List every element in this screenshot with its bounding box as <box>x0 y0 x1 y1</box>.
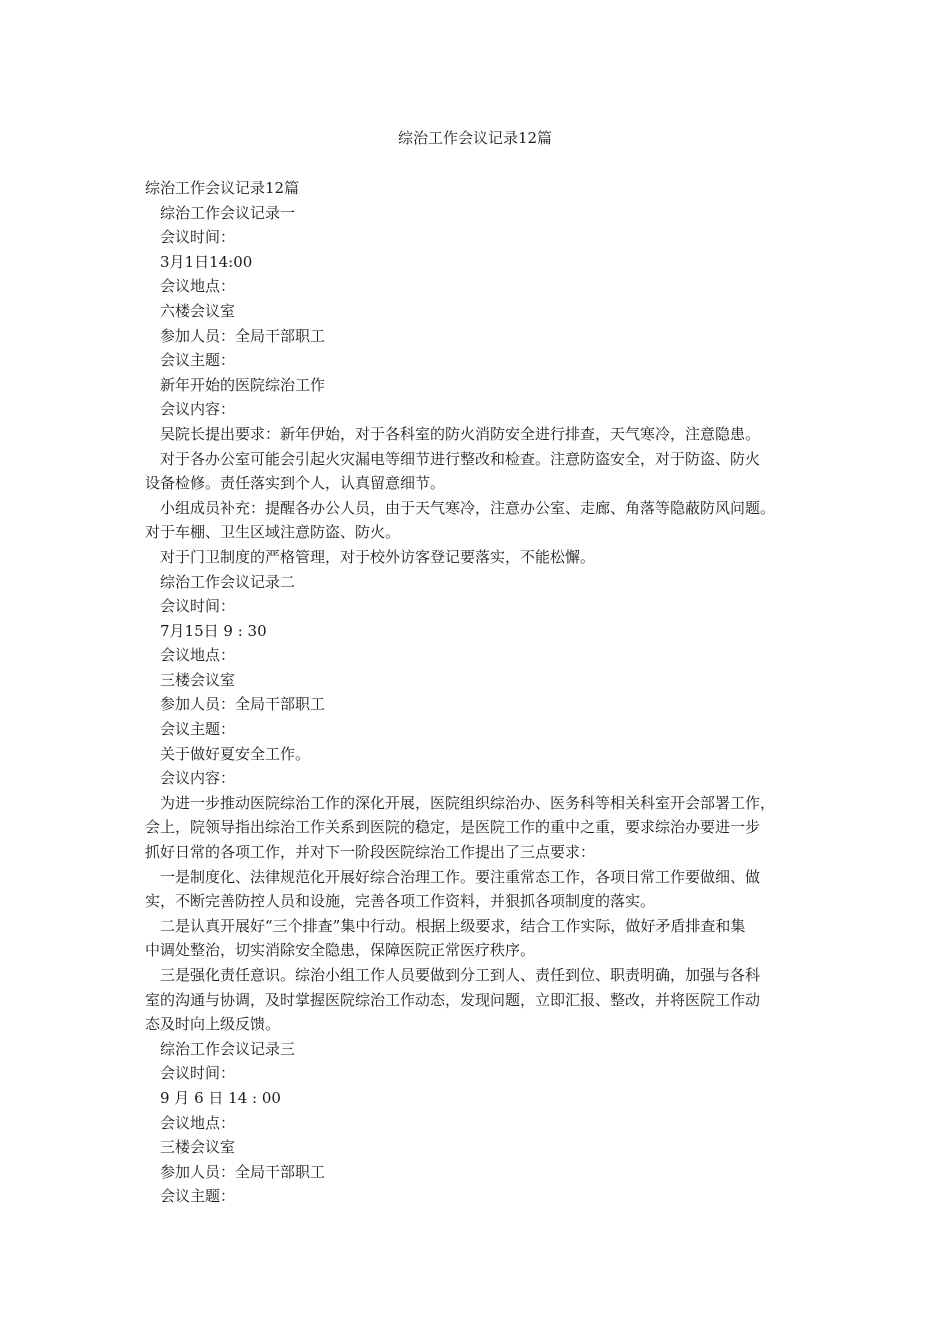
text-line: 综治工作会议记录二 <box>160 572 296 591</box>
text-line: 二是认真开展好“三个排查”集中行动。根据上级要求，结合工作实际，做好矛盾排查和集 <box>160 916 746 935</box>
document-body <box>145 176 817 1209</box>
text-line: 会议地点： <box>160 277 236 296</box>
text-line: 会议地点： <box>160 646 236 665</box>
text-line: 三楼会议室 <box>160 1138 236 1157</box>
text-line: 新年开始的医院综治工作 <box>160 375 326 394</box>
text-line: 会上，院领导指出综治工作关系到医院的稳定，是医院工作的重中之重，要求综治办要进一步 <box>145 818 761 837</box>
text-line: 抓好日常的各项工作，并对下一阶段医院综治工作提出了三点要求： <box>145 843 596 862</box>
text-line: 会议主题： <box>160 720 236 739</box>
text-line: 会议主题： <box>160 351 236 370</box>
text-line: 参加人员：全局干部职工 <box>160 695 326 714</box>
text-line: 会议时间： <box>160 1064 236 1083</box>
text-line: 关于做好夏安全工作。 <box>160 744 311 763</box>
text-line: 态及时向上级反馈。 <box>145 1015 281 1034</box>
text-line: 3月1日14:00 <box>160 252 253 271</box>
text-line: 9 月 6 日 14 : 00 <box>160 1088 281 1107</box>
text-line: 参加人员：全局干部职工 <box>160 1162 326 1181</box>
text-line: 对于各办公室可能会引起火灾漏电等细节进行整改和检查。注意防盗安全，对于防盗、防火 <box>160 449 761 468</box>
text-line: 小组成员补充：提醒各办公人员，由于天气寒冷，注意办公室、走廊、角落等隐蔽防风问题。 <box>160 498 776 517</box>
text-line: 对于车棚、卫生区域注意防盗、防火。 <box>145 523 401 542</box>
text-line: 设备检修。责任落实到个人，认真留意细节。 <box>145 474 446 493</box>
text-line: 三是强化责任意识。综治小组工作人员要做到分工到人、责任到位、职责明确，加强与各科 <box>160 966 761 984</box>
page-title: 综治工作会议记录12篇 <box>397 129 553 147</box>
text-line: 会议时间： <box>160 597 236 616</box>
text-line: 会议内容： <box>160 400 236 419</box>
text-line: 会议地点： <box>160 1113 236 1132</box>
text-line: 会议内容： <box>160 769 236 788</box>
text-line: 室的沟通与协调，及时掌握医院综治工作动态，发现问题，立即汇报、整改，并将医院工作动 <box>145 990 761 1009</box>
text-line: 六楼会议室 <box>160 301 236 320</box>
text-line: 一是制度化、法律规范化开展好综合治理工作。要注重常态工作，各项日常工作要做细、做 <box>160 867 761 886</box>
text-line: 综治工作会议记录一 <box>160 203 296 222</box>
text-line: 7月15日 9 : 30 <box>160 621 267 640</box>
text-line: 吴院长提出要求：新年伊始，对于各科室的防火消防安全进行排查，天气寒冷，注意隐患。 <box>160 424 761 443</box>
text-line: 对于门卫制度的严格管理，对于校外访客登记要落实，不能松懈。 <box>160 547 596 566</box>
text-line: 实，不断完善防控人员和设施，完善各项工作资料，并狠抓各项制度的落实。 <box>145 892 656 911</box>
text-line: 三楼会议室 <box>160 670 236 689</box>
text-line: 为进一步推动医院综治工作的深化开展，医院组织综治办、医务科等相关科室开会部署工作， <box>160 793 776 812</box>
text-line: 参加人员：全局干部职工 <box>160 326 326 345</box>
text-line: 中调处整治，切实消除安全隐患，保障医院正常医疗秩序。 <box>145 941 536 960</box>
text-line: 会议主题： <box>160 1187 236 1206</box>
text-line: 综治工作会议记录12篇 <box>145 179 300 197</box>
text-line: 会议时间： <box>160 228 236 247</box>
text-line: 综治工作会议记录三 <box>160 1039 296 1058</box>
